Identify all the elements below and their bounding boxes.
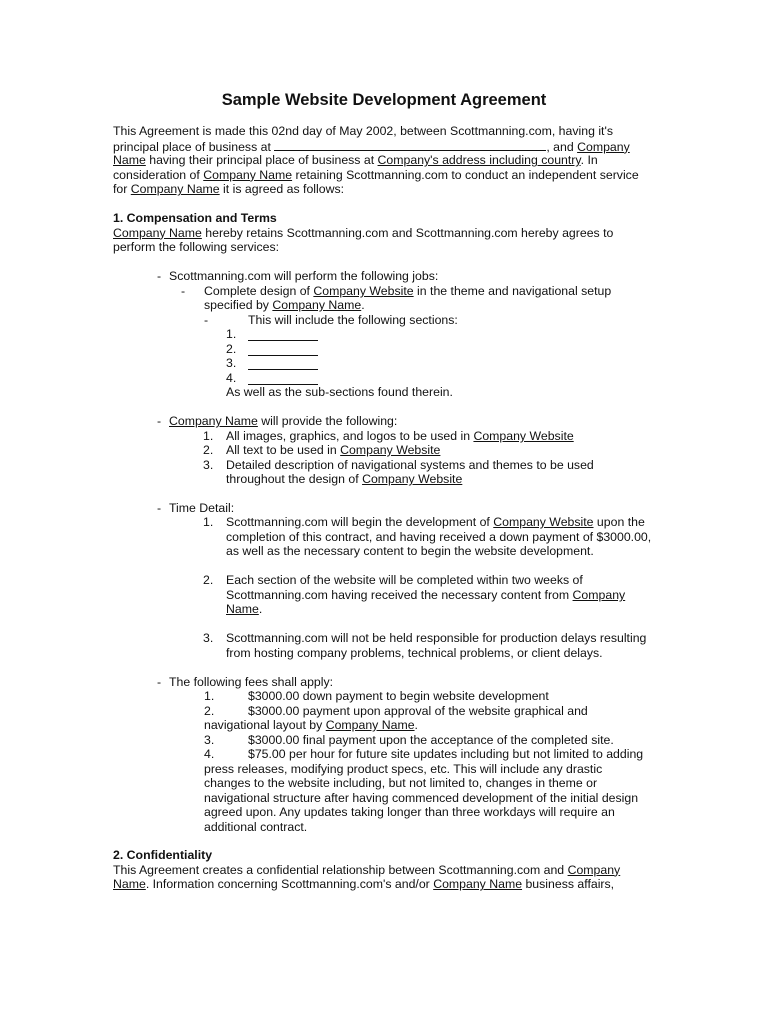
company-website-placeholder: Company Website — [313, 284, 414, 298]
intro-text: consideration of — [113, 167, 204, 182]
fee-item-4-cont: press releases, modifying product specs, etc. This will include any drastic — [204, 762, 603, 776]
intro-text: it is agreed as follows: — [219, 182, 345, 197]
fee-item-4-cont: additional contract. — [204, 820, 308, 834]
time-item-1-cont: completion of this contract, and having received a down payment of $3000.00, — [226, 530, 652, 544]
list-number: 1. — [203, 515, 214, 529]
document-title: Sample Website Development Agreement — [221, 91, 547, 109]
intro-text: for — [113, 182, 131, 197]
time-item-2: Each section of the website will be completed within two weeks of — [226, 573, 583, 587]
company-name-placeholder: Name — [113, 877, 146, 892]
intro-line-5 — [113, 182, 658, 197]
time-item-2-cont — [226, 602, 262, 617]
list-number: 3. — [203, 631, 214, 645]
list-dash: - — [204, 313, 209, 327]
section-2-line-1 — [113, 863, 658, 878]
list-number: 3. — [204, 733, 215, 747]
intro-text: retaining Scottmanning.com to conduct an independent service — [292, 167, 639, 182]
section-number: 2. — [226, 342, 237, 356]
provide-intro — [169, 414, 397, 429]
company-website-placeholder: Company Website — [362, 472, 463, 486]
intro-line-2 — [113, 139, 658, 154]
sub-sections-note: As well as the sub-sections found therein. — [226, 385, 453, 399]
list-number: 2. — [203, 443, 214, 457]
fees-label: The following fees shall apply: — [169, 675, 334, 689]
section-1-line-1 — [113, 226, 658, 241]
fee-item-2-cont — [204, 718, 418, 733]
section-text: This Agreement creates a confidential relationship between Scottmanning.com and — [113, 862, 568, 877]
time-item-3-cont: from hosting company problems, technical problems, or client delays. — [226, 646, 603, 660]
section-1-line-2: perform the following services: — [113, 240, 280, 255]
intro-paragraph — [113, 124, 658, 197]
company-name-placeholder: Company — [572, 588, 626, 602]
jobs-text: specified by — [204, 298, 273, 312]
provide-text: will provide the following: — [257, 414, 398, 428]
address-blank — [274, 139, 546, 151]
company-name-placeholder: Name — [113, 153, 146, 168]
time-text: Scottmanning.com having received the necessary content from — [226, 588, 573, 602]
fee-item-4-cont: changes to the website including, but not limited to, changes in theme or — [204, 776, 598, 790]
provide-item-3-cont — [226, 472, 462, 487]
time-item-1-cont: as well as the necessary content to begin the website development. — [226, 544, 594, 558]
jobs-item-design-cont — [204, 298, 365, 313]
intro-line-1: This Agreement is made this 02nd day of May 2002, between Scottmanning.com, having it's — [113, 124, 613, 138]
section-blank — [248, 373, 318, 385]
intro-text: , and — [546, 139, 578, 154]
jobs-item-design — [204, 284, 611, 299]
time-item-3: Scottmanning.com will not be held responsible for production delays resulting — [226, 631, 647, 645]
list-dash: - — [157, 501, 162, 515]
section-text: business affairs, — [522, 877, 615, 892]
fee-text: navigational layout by — [204, 718, 326, 732]
time-item-1 — [226, 515, 645, 530]
company-website-placeholder: Company Website — [473, 429, 574, 443]
fee-item-4-cont: navigational structure after having commenced development of the initial design — [204, 791, 639, 805]
intro-line-4 — [113, 168, 658, 183]
jobs-text: in the theme and navigational setup — [413, 284, 612, 298]
section-1-heading: 1. Compensation and Terms — [113, 211, 277, 225]
fee-item-2: $3000.00 payment upon approval of the website graphical and — [248, 704, 588, 718]
section-blank — [248, 358, 318, 370]
list-number: 4. — [204, 747, 215, 761]
section-blank — [248, 329, 318, 341]
intro-text: principal place of business at — [113, 139, 275, 154]
fee-item-4-cont: agreed upon. Any updates taking longer than three workdays will require an — [204, 805, 615, 819]
list-number: 2. — [204, 704, 215, 718]
list-dash: - — [157, 269, 162, 283]
company-website-placeholder: Company Website — [493, 515, 594, 529]
intro-text: having their principal place of business at — [145, 153, 378, 168]
fee-item-1: $3000.00 down payment to begin website development — [248, 689, 549, 703]
provide-text: throughout the design of — [226, 472, 363, 486]
list-dash: - — [157, 414, 162, 428]
time-text: . — [258, 602, 263, 616]
time-item-2-cont — [226, 588, 625, 603]
list-number: 1. — [204, 689, 215, 703]
list-dash: - — [157, 675, 162, 689]
jobs-text: . — [361, 298, 365, 312]
company-name-placeholder: Company Name — [325, 718, 415, 732]
intro-line-3 — [113, 153, 658, 168]
jobs-text: Complete design of — [204, 284, 314, 298]
fee-item-3: $3000.00 final payment upon the acceptance of the completed site. — [248, 733, 614, 747]
section-2-heading: 2. Confidentiality — [113, 848, 213, 862]
company-name-placeholder: Company — [567, 862, 621, 877]
company-address-placeholder: Company's address including country — [377, 153, 581, 168]
list-dash: - — [181, 284, 186, 298]
time-text: upon the — [593, 515, 645, 529]
fee-text: . — [414, 718, 418, 732]
provide-text: All text to be used in — [226, 443, 341, 457]
section-1 — [113, 211, 658, 255]
section-blank — [248, 344, 318, 356]
company-name-placeholder: Name — [226, 602, 259, 616]
section-number: 1. — [226, 327, 237, 341]
list-number: 1. — [203, 429, 214, 443]
provide-text: All images, graphics, and logos to be used in — [226, 429, 474, 443]
time-text: Scottmanning.com will begin the development of — [226, 515, 494, 529]
section-number: 4. — [226, 371, 237, 385]
company-name-placeholder: Company Name — [113, 225, 202, 240]
company-name-placeholder: Company Name — [169, 414, 258, 428]
intro-text: . In — [580, 153, 598, 168]
company-name-placeholder: Company Name — [433, 877, 523, 892]
company-name-placeholder: Company — [577, 139, 630, 154]
jobs-intro: Scottmanning.com will perform the following jobs: — [169, 269, 439, 283]
list-number: 2. — [203, 573, 214, 587]
company-name-placeholder: Company Name — [203, 167, 293, 182]
sections-intro: This will include the following sections: — [248, 313, 458, 327]
section-text: . Information concerning Scottmanning.com's and/or — [145, 877, 434, 892]
provide-item-2 — [226, 443, 440, 458]
fee-item-4: $75.00 per hour for future site updates including but not limited to adding — [248, 747, 644, 761]
section-text: hereby retains Scottmanning.com and Scottmanning.com hereby agrees to — [201, 225, 614, 240]
list-number: 3. — [203, 458, 214, 472]
provide-item-1 — [226, 429, 574, 444]
provide-item-3: Detailed description of navigational systems and themes to be used — [226, 458, 594, 472]
company-website-placeholder: Company Website — [340, 443, 441, 457]
time-detail-label: Time Detail: — [169, 501, 235, 515]
company-name-placeholder: Company Name — [130, 182, 220, 197]
company-name-placeholder: Company Name — [272, 298, 362, 312]
section-2 — [113, 848, 658, 892]
section-2-line-2 — [113, 877, 658, 892]
section-number: 3. — [226, 356, 237, 370]
